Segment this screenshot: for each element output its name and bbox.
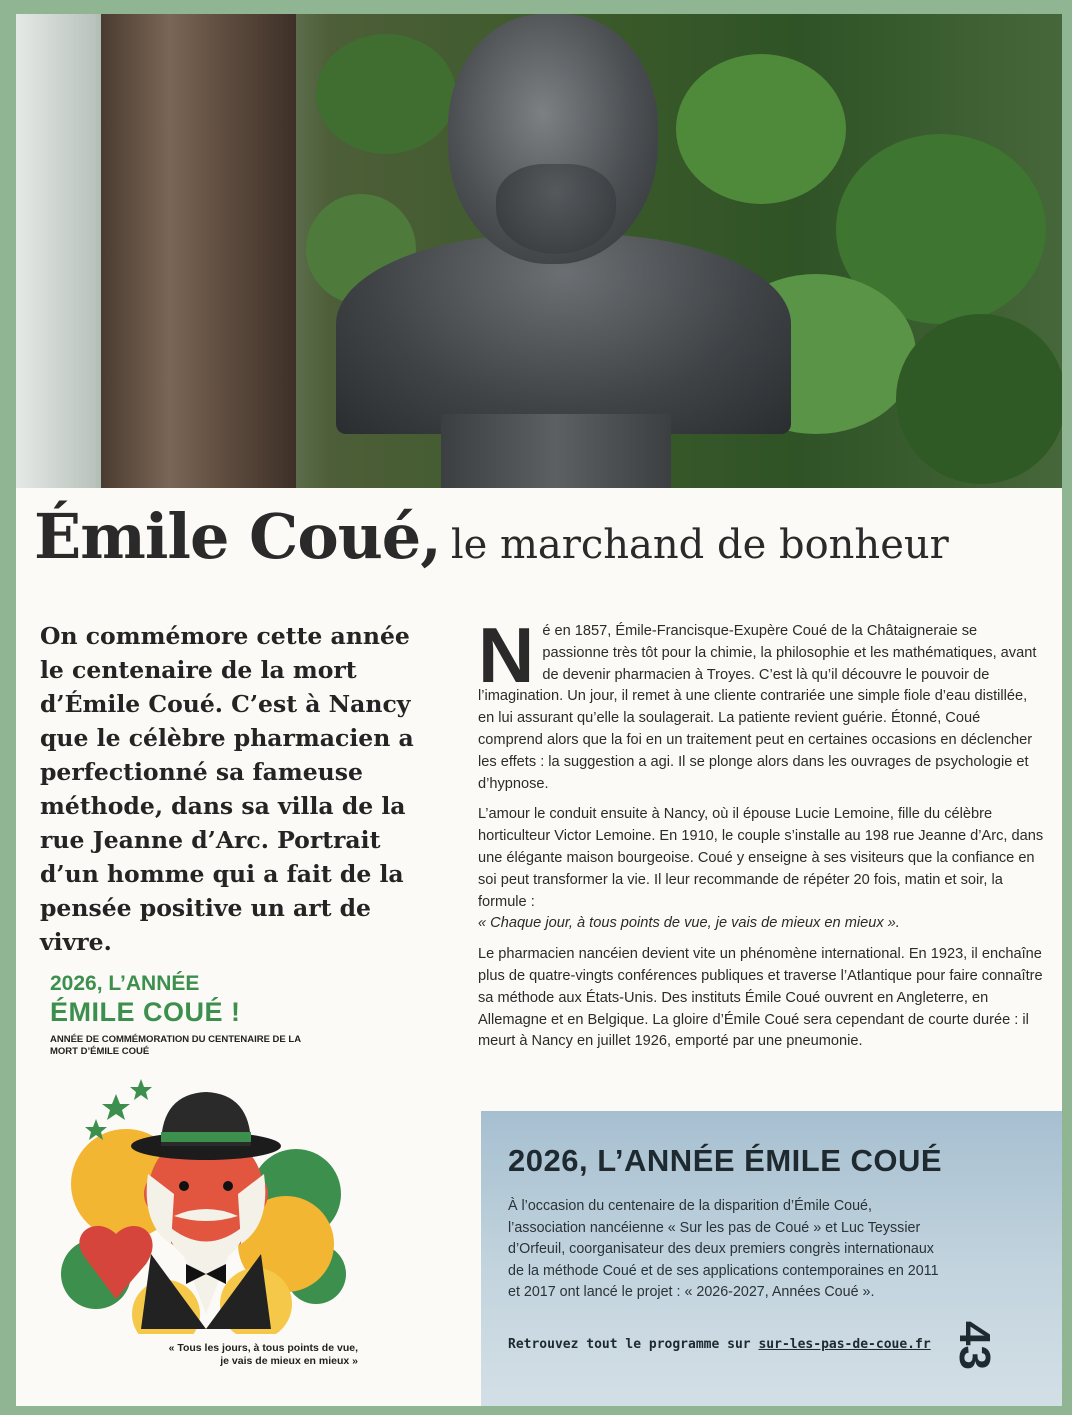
info-box-link-line: Retrouvez tout le programme sur sur-les-pas-de-coue.fr: [508, 1337, 931, 1352]
coue-illustration: [56, 1074, 356, 1334]
tree-trunk: [101, 14, 296, 488]
background-sky: [16, 14, 96, 488]
article-paragraph-1: Né en 1857, Émile-Francisque-Exupère Coué de la Châtaigneraie se passionne très tôt pour la chimie, la philosophie et les mathématiques, avant de devenir pharmacien à Troyes. C’est là qu’il découvre le pouvoir de l’imagination. Un jour, il remet à une cliente contrariée une simple fiole d’eau distillée, en lui assurant qu’elle la soulagerait. La patiente revient guérie. Étonné, Coué comprend alors que la foi en un traitement peut en certaines occasions en déclencher les effets : la suggestion a agi. Il se plonge alors dans les ouvrages de psychologie et d’hypnose.: [478, 611, 1037, 792]
headline: [34, 500, 949, 573]
info-box-text: À l’occasion du centenaire de la disparition d’Émile Coué, l’association nancéienne « Sur les pas de Coué » et Luc Teyssier d’Orfeuil, coorganisateur des deux premiers congrès internationaux de la méthode Coué et de ses applications contemporaines en 2011 et 2017 ont lancé le projet : « 2026-2027, Années Coué ».: [508, 1198, 939, 1300]
info-box: [481, 1111, 1062, 1406]
article-paragraph-3: Le pharmacien nancéien devient vite un phénomène international. En 1923, il enchaîne plus de quatre-vingts conférences publiques et traverse l’Atlantique pour faire connaître sa méthode aux États-Unis. Des instituts Émile Coué ouvrent en Angleterre, en Allemagne et en Belgique. La gloire d’Émile Coué sera cependant de courte durée : il meurt à Nancy en juillet 1926, emporté par une pneumonie.: [478, 946, 1043, 1050]
logo-subtitle: ANNÉE DE COMMÉMORATION DU CENTENAIRE DE LA MORT D’ÉMILE COUÉ: [50, 1034, 301, 1057]
bust-photo: [16, 14, 1062, 488]
bust-plinth: [441, 414, 671, 488]
star-icon: [130, 1079, 152, 1100]
info-box-title: 2026, L’ANNÉE ÉMILE COUÉ: [508, 1143, 943, 1178]
program-link[interactable]: sur-les-pas-de-coue.fr: [758, 1337, 931, 1352]
magazine-page: [16, 14, 1062, 1406]
illustration-caption: « Tous les jours, à tous points de vue, je vais de mieux en mieux »: [168, 1342, 358, 1367]
intro-paragraph: On commémore cette année le centenaire de la mort d’Émile Coué. C’est à Nancy que le célèbre pharmacien a perfectionné sa fameuse méthode, dans sa villa de la rue Jeanne d’Arc. Portrait d’un homme qui a fait de la pensée positive un art de vivre.: [40, 622, 414, 956]
formula-quote: « Chaque jour, à tous points de vue, je vais de mieux en mieux ».: [478, 915, 900, 932]
headline-subtitle: le marchand de bonheur: [450, 522, 949, 568]
bust-beard: [496, 164, 616, 254]
headline-name: Émile Coué,: [34, 500, 441, 573]
logo-year: 2026, L’ANNÉE: [50, 972, 200, 995]
dropcap: N: [478, 611, 535, 699]
star-icon: [102, 1094, 130, 1120]
bust-shoulders: [336, 234, 791, 434]
article-paragraph-2: L’amour le conduit ensuite à Nancy, où il épouse Lucie Lemoine, fille du célèbre horticulteur Victor Lemoine. En 1910, le couple s’installe au 198 rue Jeanne d’Arc, dans une élégante maison bourgeoise. Coué y enseigne à ses visiteurs que la confiance en soi peut transformer la vie. Il leur recommande de répéter 20 fois, matin et soir, la formule : « Chaque jour, à tous points de vue, je vais de mieux en mieux ».: [478, 804, 1044, 935]
page-number: 43: [950, 1321, 999, 1370]
logo-title: ÉMILE COUÉ !: [50, 997, 241, 1027]
article-body: [478, 611, 1044, 1062]
